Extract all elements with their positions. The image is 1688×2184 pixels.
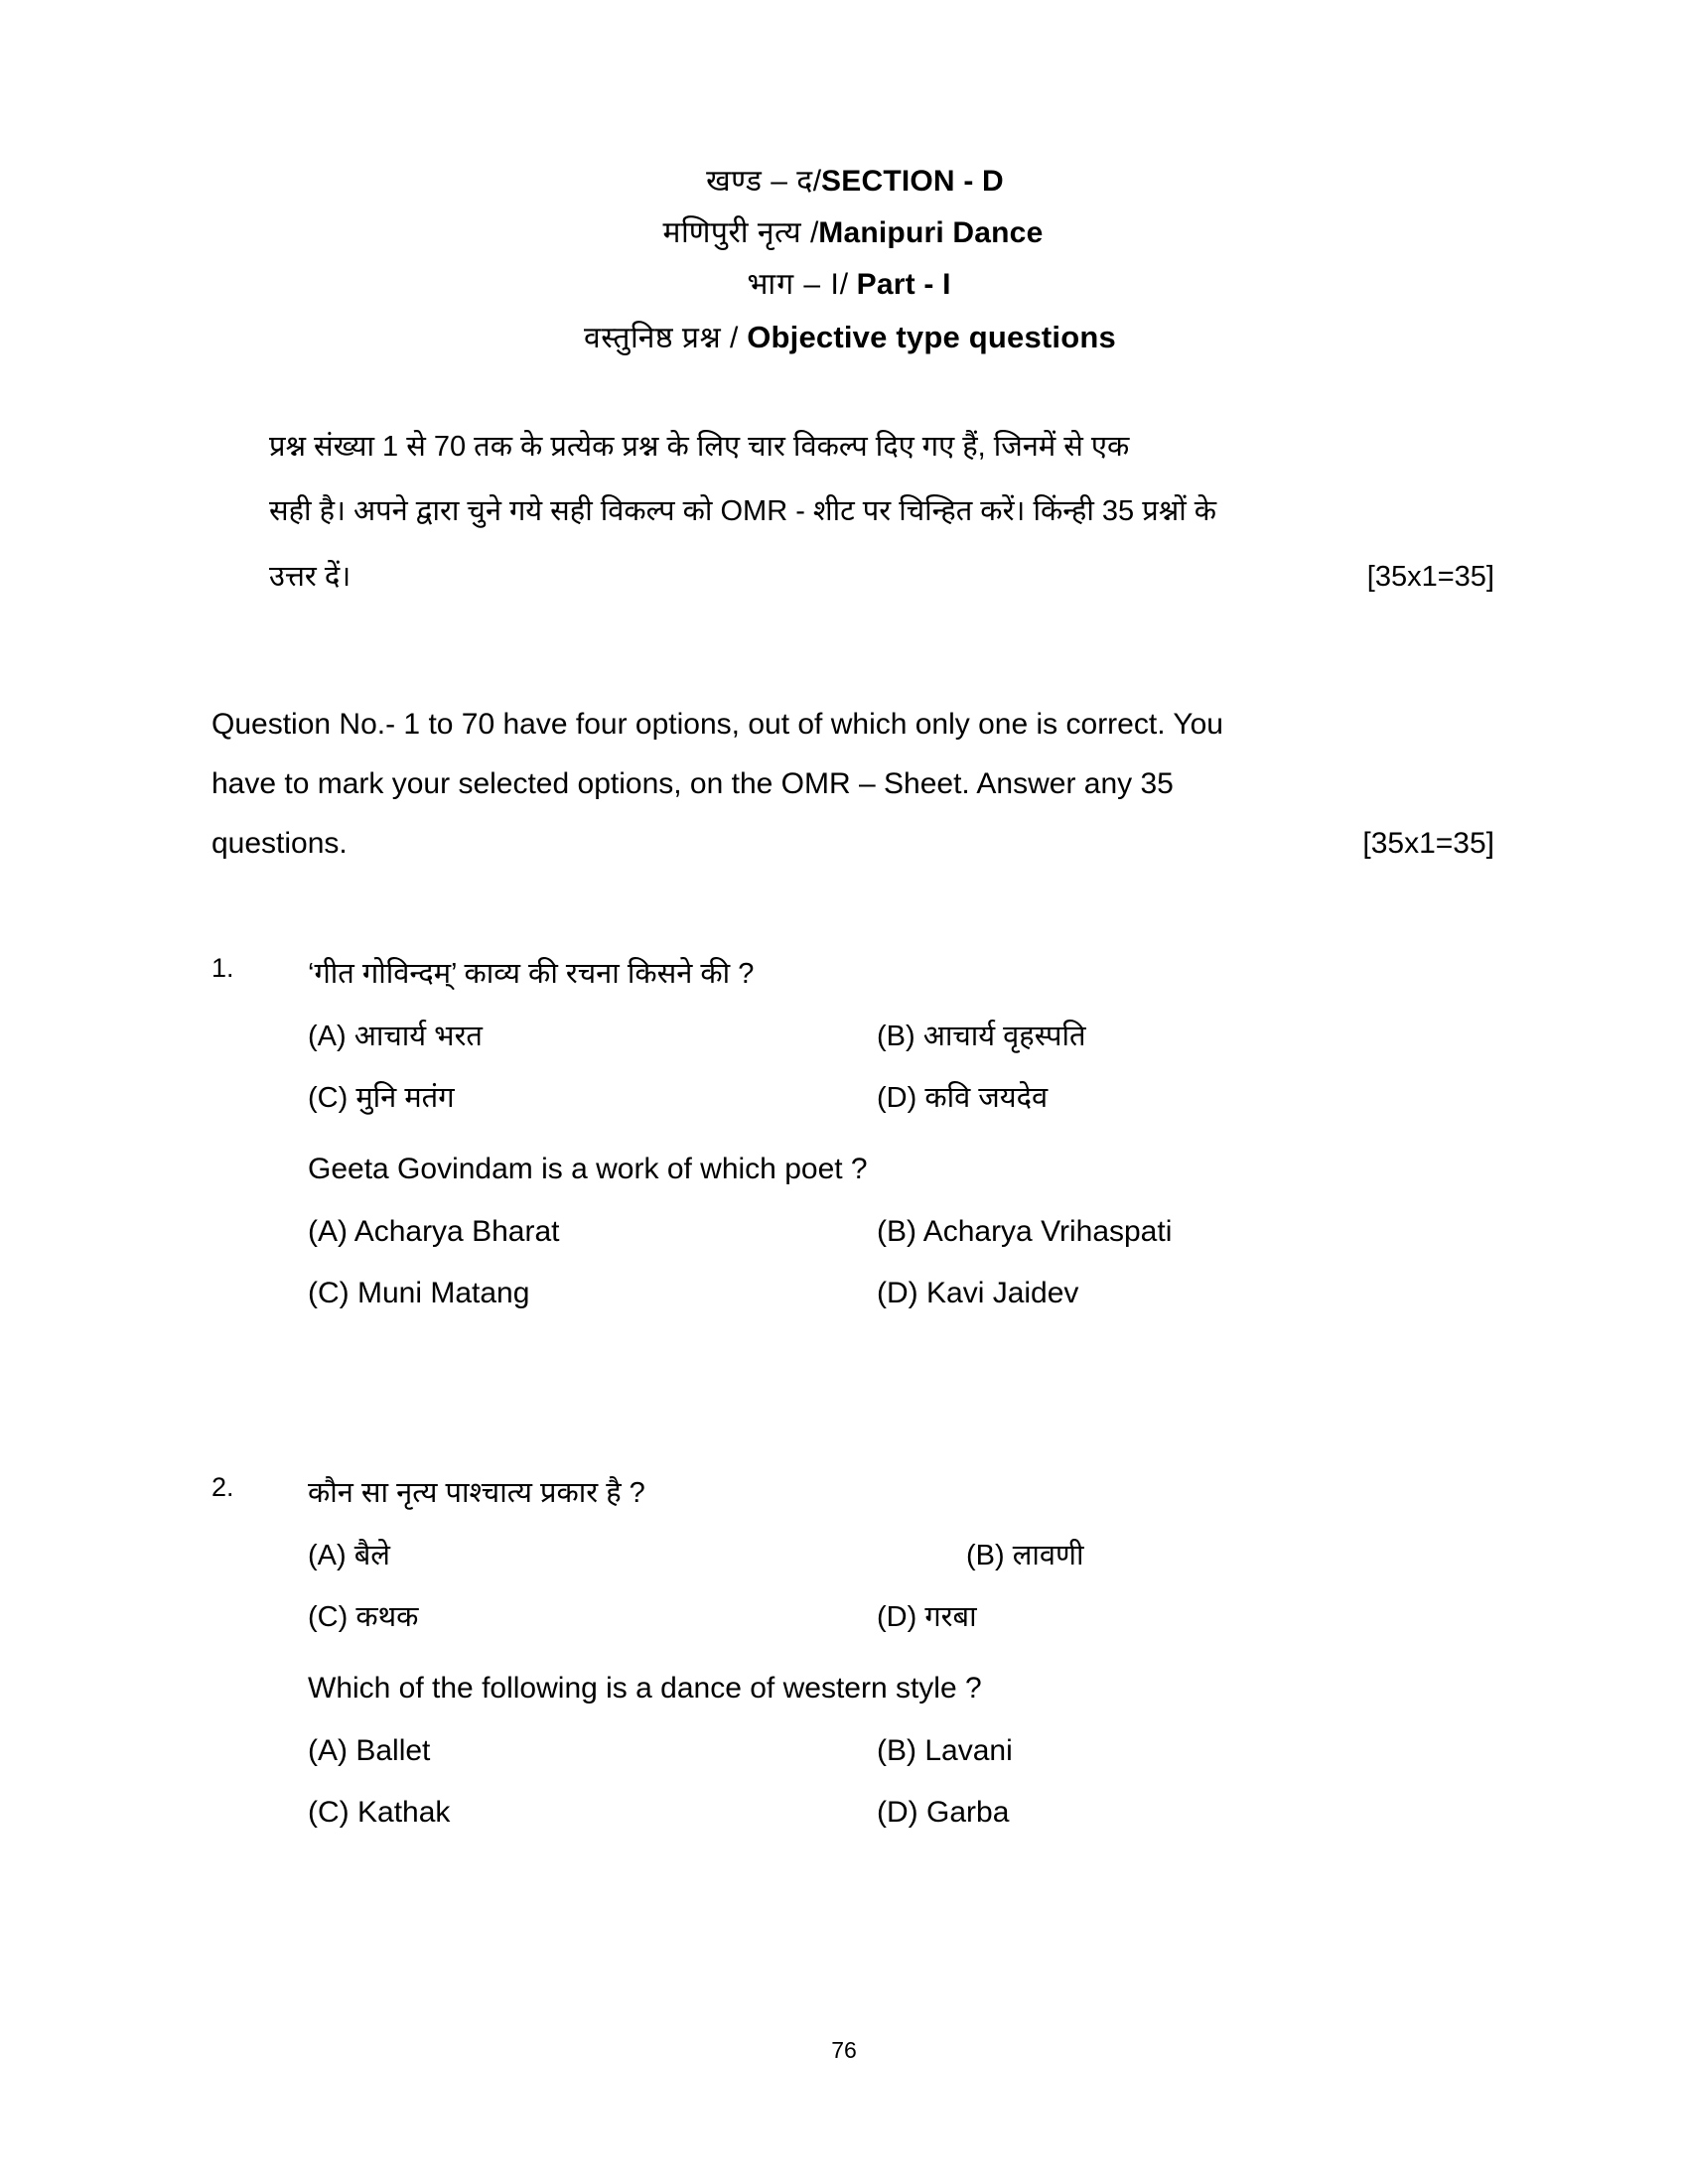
question-type-heading-separator: / [730, 322, 739, 354]
question-1-english-option-d[interactable] [877, 1277, 1078, 1310]
question-type-heading [12, 322, 1688, 353]
option-text: Muni Matang [357, 1277, 530, 1309]
option-text: Garba [926, 1796, 1010, 1829]
option-text: Lavani [924, 1734, 1013, 1767]
question-1-hindi-option-d[interactable] [877, 1077, 1048, 1116]
instructions-hindi-marks: [35x1=35] [1366, 560, 1494, 593]
question-2-hindi-option-a[interactable] [308, 1535, 390, 1573]
instructions-hindi-line-1-text: प्रश्न संख्या 1 से 70 तक के प्रत्येक प्रश्न के लिए चार विकल्प दिए गए हैं, जिनमें से एक [269, 431, 1130, 463]
heading-block [0, 167, 1688, 353]
question-1-hindi-options-ab [211, 1016, 1502, 1077]
option-label: (B) [877, 1215, 916, 1248]
instructions-hindi-line-2-text: सही है। अपने द्वारा चुने गये सही विकल्प को OMR - शीट पर चिन्हित करें। किंन्ही 35 प्रश्नों के [269, 495, 1217, 528]
option-text: Ballet [355, 1734, 431, 1767]
question-1-number: 1. [211, 953, 234, 983]
option-text: Kavi Jaidev [926, 1277, 1079, 1309]
question-1-hindi-option-c[interactable] [308, 1077, 455, 1116]
instructions-english-line-2 [211, 754, 1494, 814]
question-2-english-option-a[interactable] [308, 1734, 430, 1768]
question-2-number: 2. [211, 1472, 234, 1502]
option-label: (A) [308, 1540, 347, 1571]
instructions-english [211, 695, 1494, 874]
option-label: (C) [308, 1601, 349, 1633]
instructions-hindi-line-3-text: उत्तर दें। [269, 560, 352, 593]
question-1-english-option-c[interactable] [308, 1277, 529, 1310]
question-1-hindi-options-cd [211, 1077, 1502, 1139]
instructions-hindi-line-3 [211, 545, 1494, 610]
question-2-hindi-option-c[interactable] [308, 1596, 418, 1635]
page-number: 76 [831, 2037, 857, 2063]
option-label: (B) [877, 1734, 916, 1767]
question-1-english-option-a[interactable] [308, 1215, 559, 1249]
section-heading-separator: / [812, 165, 822, 198]
question-2-english-option-d[interactable] [877, 1796, 1009, 1830]
section-heading-hindi: खण्ड – द [706, 165, 813, 198]
question-1-text-english: Geeta Govindam is a work of which poet ? [308, 1153, 868, 1185]
option-label: (A) [308, 1021, 347, 1052]
part-heading-hindi: भाग – I [747, 268, 840, 301]
option-label: (D) [877, 1277, 918, 1309]
option-label: (D) [877, 1601, 917, 1633]
question-2-text-hindi: कौन सा नृत्य पाश्चात्य प्रकार है ? [308, 1477, 645, 1509]
question-1 [211, 953, 1502, 1338]
option-text: लावणी [1012, 1540, 1084, 1571]
instructions-english-line-1 [211, 695, 1494, 754]
question-2-hindi-row [211, 1472, 1502, 1535]
question-1-hindi-row [211, 953, 1502, 1016]
option-text: आचार्य वृहस्पति [922, 1021, 1086, 1052]
spacer [211, 1139, 1502, 1153]
option-text: मुनि मतंग [355, 1082, 455, 1114]
question-2-hindi-options-cd [211, 1596, 1502, 1658]
question-2-english-option-c[interactable] [308, 1796, 450, 1830]
question-type-heading-english: Objective type questions [738, 320, 1116, 354]
instructions-hindi-line-1 [211, 415, 1494, 479]
option-text: कवि जयदेव [924, 1082, 1049, 1114]
question-1-english-option-b[interactable] [877, 1215, 1172, 1249]
question-1-english-options-cd [211, 1277, 1502, 1338]
instructions-english-line-3 [211, 814, 1494, 874]
subject-heading-english: Manipuri Dance [818, 216, 1044, 249]
section-heading [22, 167, 1688, 197]
question-type-heading-hindi: वस्तुनिष्ठ प्रश्न [584, 322, 731, 354]
part-heading [10, 270, 1688, 300]
option-label: (C) [308, 1277, 350, 1309]
instructions-english-line-3-text: questions. [211, 827, 348, 860]
question-2-english-options-cd [211, 1796, 1502, 1857]
option-label: (B) [966, 1540, 1005, 1571]
option-text: कथक [355, 1601, 419, 1633]
question-2-english-row [211, 1672, 1502, 1734]
option-label: (C) [308, 1796, 350, 1829]
option-text: गरबा [924, 1601, 977, 1633]
question-1-hindi-option-a[interactable] [308, 1016, 483, 1054]
option-label: (A) [308, 1734, 348, 1767]
option-label: (D) [877, 1796, 918, 1829]
part-heading-english: Part - I [848, 268, 951, 301]
subject-heading [18, 218, 1688, 248]
question-2-hindi-option-b[interactable] [966, 1535, 1084, 1573]
subject-heading-separator: / [809, 216, 819, 249]
subject-heading-hindi: मणिपुरी नृत्य [662, 216, 810, 249]
option-text: Acharya Vrihaspati [922, 1215, 1173, 1248]
option-label: (C) [308, 1082, 349, 1114]
question-1-english-row [211, 1153, 1502, 1215]
question-2-hindi-options-ab [211, 1535, 1502, 1596]
instructions-english-line-2-text: have to mark your selected options, on the OMR – Sheet. Answer any 35 [211, 767, 1174, 800]
spacer [211, 1658, 1502, 1672]
question-2 [211, 1472, 1502, 1857]
option-label: (D) [877, 1082, 917, 1114]
instructions-hindi-line-2 [211, 479, 1494, 544]
question-2-text-english: Which of the following is a dance of western style ? [308, 1672, 982, 1705]
question-1-text-hindi: ‘गीत गोविन्दम्’ काव्य की रचना किसने की ? [308, 958, 755, 990]
question-2-english-options-ab [211, 1734, 1502, 1796]
instructions-english-line-1-text: Question No.- 1 to 70 have four options, out of which only one is correct. You [211, 708, 1223, 741]
option-text: आचार्य भरत [353, 1021, 483, 1052]
option-label: (A) [308, 1215, 348, 1248]
instructions-english-marks: [35x1=35] [1362, 827, 1494, 860]
question-1-hindi-option-b[interactable] [877, 1016, 1086, 1054]
question-2-hindi-option-d[interactable] [877, 1596, 977, 1635]
option-text: Kathak [357, 1796, 451, 1829]
question-1-english-options-ab [211, 1215, 1502, 1277]
question-2-english-option-b[interactable] [877, 1734, 1013, 1768]
option-label: (B) [877, 1021, 915, 1052]
option-text: Acharya Bharat [353, 1215, 560, 1248]
instructions-hindi [211, 415, 1494, 610]
part-heading-separator: / [839, 268, 849, 301]
option-text: बैले [353, 1540, 390, 1571]
section-heading-english: SECTION - D [821, 165, 1004, 198]
